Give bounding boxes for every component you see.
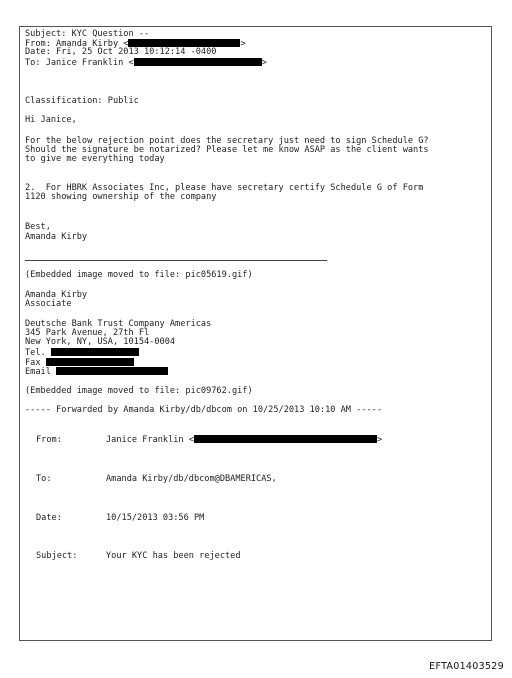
fax-label: Fax bbox=[25, 358, 41, 368]
signature-email bbox=[25, 367, 168, 378]
separator-rule bbox=[25, 260, 327, 261]
signature-name: Amanda Kirby bbox=[25, 290, 88, 300]
signature-address-1: 345 Park Avenue, 27th Fl bbox=[25, 328, 150, 338]
redaction-block bbox=[128, 39, 240, 47]
header-to-end: > bbox=[261, 58, 267, 68]
question-line: Should the signature be notarized? Please let me know ASAP as the client wants bbox=[25, 145, 429, 155]
forward-subject-label: Subject: bbox=[36, 551, 78, 561]
forward-to-label: To: bbox=[36, 474, 52, 484]
redaction-block bbox=[46, 358, 134, 366]
document-page bbox=[19, 26, 492, 641]
forward-from-end: > bbox=[376, 435, 383, 445]
forward-subject-row bbox=[36, 551, 241, 561]
forward-from-label: From: bbox=[36, 435, 62, 445]
question-line: to give me everything today bbox=[25, 154, 165, 164]
forwarded-banner: ----- Forwarded by Amanda Kirby/db/dbcom on 10/25/2013 10:10 AM ----- bbox=[25, 405, 382, 415]
document-id: EFTA01403529 bbox=[429, 661, 504, 672]
forward-from-row bbox=[36, 435, 382, 445]
signature-company: Deutsche Bank Trust Company Americas bbox=[25, 319, 212, 329]
header-from-end: > bbox=[240, 39, 246, 49]
redaction-block bbox=[194, 435, 377, 443]
header-to bbox=[25, 58, 267, 69]
embedded-image-note: (Embedded image moved to file: pic05619.gif) bbox=[25, 270, 253, 280]
rejection-point-line: 2. For HBRK Associates Inc, please have secretary certify Schedule G of Form bbox=[25, 183, 424, 193]
forward-subject-value: Your KYC has been rejected bbox=[106, 551, 241, 561]
header-from-text: From: Amanda Kirby < bbox=[25, 39, 129, 49]
signer-name: Amanda Kirby bbox=[25, 232, 88, 242]
email-label: Email bbox=[25, 367, 51, 377]
closing: Best, bbox=[25, 222, 51, 232]
forward-to-value: Amanda Kirby/db/dbcom@DBAMERICAS, bbox=[106, 474, 277, 484]
header-date: Date: Fri, 25 Oct 2013 10:12:14 -0400 bbox=[25, 47, 217, 57]
redaction-block bbox=[134, 58, 262, 66]
redaction-block bbox=[51, 348, 139, 356]
redaction-block bbox=[56, 367, 168, 375]
question-line: For the below rejection point does the secretary just need to sign Schedule G? bbox=[25, 136, 429, 146]
header-to-text: To: Janice Franklin < bbox=[25, 58, 134, 68]
forward-date-label: Date: bbox=[36, 513, 62, 523]
signature-title: Associate bbox=[25, 299, 72, 309]
forward-date-row bbox=[36, 513, 204, 523]
classification: Classification: Public bbox=[25, 96, 139, 106]
forward-to-row bbox=[36, 474, 277, 484]
forward-date-value: 10/15/2013 03:56 PM bbox=[106, 513, 205, 523]
rejection-point-line: 1120 showing ownership of the company bbox=[25, 192, 217, 202]
header-subject: Subject: KYC Question -- bbox=[25, 29, 150, 39]
signature-address-2: New York, NY, USA, 10154-0004 bbox=[25, 337, 176, 347]
greeting: Hi Janice, bbox=[25, 115, 77, 125]
embedded-image-note: (Embedded image moved to file: pic09762.gif) bbox=[25, 386, 253, 396]
forward-from-text: Janice Franklin < bbox=[106, 435, 194, 445]
signature-tel bbox=[25, 348, 139, 359]
tel-label: Tel. bbox=[25, 348, 46, 358]
